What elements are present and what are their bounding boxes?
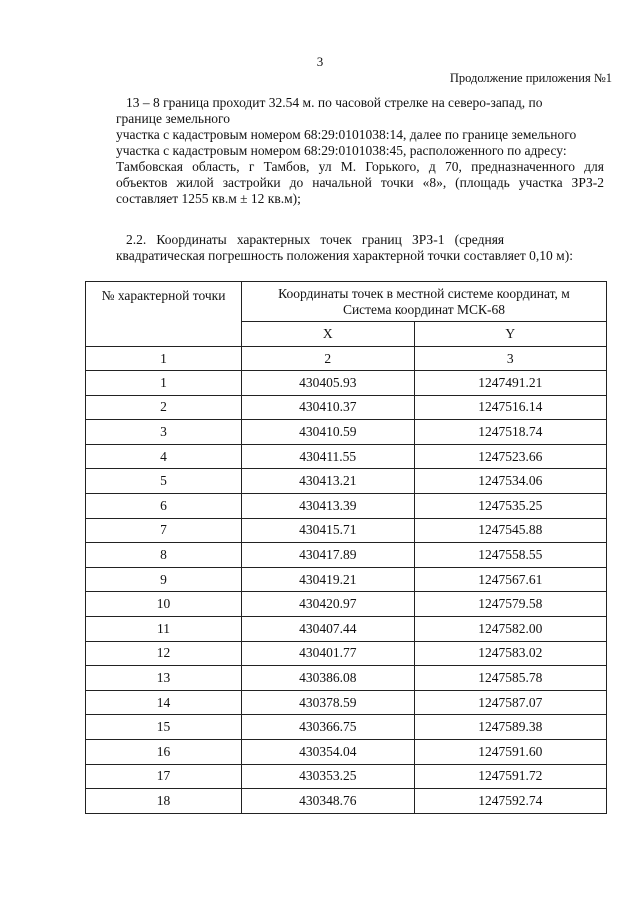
coordinates-header-line: Координаты точек в местной системе координат, м [278, 285, 570, 301]
paragraph-line: квадратическая погрешность положения характерной точки составляет 0,10 м): [116, 248, 573, 263]
y-coordinate-cell: 1247491.21 [414, 371, 607, 396]
boundary-description [116, 95, 604, 207]
y-coordinate-cell: 1247523.66 [414, 444, 607, 469]
table-row [86, 616, 607, 641]
table-row [86, 641, 607, 666]
point-number-cell: 5 [86, 469, 242, 494]
paragraph-line: составляет 1255 кв.м ± 12 кв.м); [116, 191, 301, 206]
point-number-cell: 7 [86, 518, 242, 543]
table-row [86, 739, 607, 764]
x-coordinate-cell: 430407.44 [242, 616, 415, 641]
x-coordinate-cell: 430417.89 [242, 543, 415, 568]
y-coordinate-cell: 1247592.74 [414, 789, 607, 814]
column-number: 2 [242, 347, 415, 371]
table-row [86, 444, 607, 469]
y-coordinate-cell: 1247582.00 [414, 616, 607, 641]
point-number-cell: 18 [86, 789, 242, 814]
x-coordinate-cell: 430354.04 [242, 739, 415, 764]
paragraph-line: границе земельного [116, 111, 230, 126]
page-number: 3 [316, 54, 324, 69]
point-number-cell: 14 [86, 690, 242, 715]
point-number-cell: 2 [86, 395, 242, 420]
x-coordinate-cell: 430401.77 [242, 641, 415, 666]
y-coordinate-cell: 1247591.72 [414, 764, 607, 789]
y-coordinate-cell: 1247558.55 [414, 543, 607, 568]
paragraph-line: 2.2. Координаты характерных точек границ ЗРЗ-1 (средняя [126, 232, 505, 247]
table-row [86, 371, 607, 396]
y-coordinate-cell: 1247585.78 [414, 666, 607, 691]
point-number-cell: 16 [86, 739, 242, 764]
paragraph-line: Тамбовская область, г Тамбов, ул М. Горького, д 70, предназначенного для [116, 159, 604, 174]
y-coordinate-cell: 1247545.88 [414, 518, 607, 543]
y-coordinate-cell: 1247567.61 [414, 567, 607, 592]
point-number-cell: 15 [86, 715, 242, 740]
y-coordinate-cell: 1247591.60 [414, 739, 607, 764]
column-number: 3 [414, 347, 607, 371]
x-coordinate-cell: 430411.55 [242, 444, 415, 469]
point-number-cell: 11 [86, 616, 242, 641]
table-row [86, 567, 607, 592]
table-row [86, 469, 607, 494]
point-number-cell: 1 [86, 371, 242, 396]
table-row [86, 789, 607, 814]
point-number-cell: 8 [86, 543, 242, 568]
y-coordinate-cell: 1247534.06 [414, 469, 607, 494]
x-coordinate-cell: 430353.25 [242, 764, 415, 789]
x-coordinate-cell: 430419.21 [242, 567, 415, 592]
table-row [86, 764, 607, 789]
point-number-cell: 12 [86, 641, 242, 666]
paragraph-line: участка с кадастровым номером 68:29:0101038:45, расположенного по адресу: [116, 143, 567, 158]
table-row [86, 518, 607, 543]
table-row [86, 592, 607, 617]
paragraph-line: объектов жилой застройки до начальной точки «8», (площадь участка ЗРЗ-2 [116, 175, 604, 190]
point-number-cell: 4 [86, 444, 242, 469]
table-row [86, 666, 607, 691]
section-heading [116, 232, 604, 264]
x-coordinate-cell: 430420.97 [242, 592, 415, 617]
y-column-header: Y [414, 322, 607, 347]
column-number: 1 [86, 347, 242, 371]
x-coordinate-cell: 430405.93 [242, 371, 415, 396]
y-coordinate-cell: 1247518.74 [414, 420, 607, 445]
table-row [86, 690, 607, 715]
point-number-header: № характерной точки [86, 282, 242, 347]
point-number-cell: 6 [86, 493, 242, 518]
paragraph-line: участка с кадастровым номером 68:29:0101038:14, далее по границе земельного [116, 127, 577, 142]
point-number-cell: 10 [86, 592, 242, 617]
coordinates-header-line: Система координат МСК-68 [342, 301, 506, 317]
coordinates-table [85, 281, 607, 814]
y-coordinate-cell: 1247583.02 [414, 641, 607, 666]
x-coordinate-cell: 430415.71 [242, 518, 415, 543]
point-number-cell: 13 [86, 666, 242, 691]
paragraph-line: 13 – 8 граница проходит 32.54 м. по часовой стрелке на северо-запад, по [126, 95, 543, 110]
table-row [86, 543, 607, 568]
point-number-cell: 17 [86, 764, 242, 789]
x-coordinate-cell: 430348.76 [242, 789, 415, 814]
x-coordinate-cell: 430413.21 [242, 469, 415, 494]
coordinates-header [242, 282, 607, 322]
x-column-header: X [242, 322, 415, 347]
coordinates-table-body [86, 371, 607, 814]
point-number-cell: 3 [86, 420, 242, 445]
table-row [86, 395, 607, 420]
appendix-note: Продолжение приложения №1 [449, 71, 612, 85]
y-coordinate-cell: 1247587.07 [414, 690, 607, 715]
table-row [86, 715, 607, 740]
x-coordinate-cell: 430413.39 [242, 493, 415, 518]
y-coordinate-cell: 1247589.38 [414, 715, 607, 740]
y-coordinate-cell: 1247516.14 [414, 395, 607, 420]
point-number-cell: 9 [86, 567, 242, 592]
x-coordinate-cell: 430378.59 [242, 690, 415, 715]
x-coordinate-cell: 430366.75 [242, 715, 415, 740]
y-coordinate-cell: 1247535.25 [414, 493, 607, 518]
table-row [86, 420, 607, 445]
x-coordinate-cell: 430410.37 [242, 395, 415, 420]
table-row [86, 493, 607, 518]
x-coordinate-cell: 430386.08 [242, 666, 415, 691]
y-coordinate-cell: 1247579.58 [414, 592, 607, 617]
x-coordinate-cell: 430410.59 [242, 420, 415, 445]
